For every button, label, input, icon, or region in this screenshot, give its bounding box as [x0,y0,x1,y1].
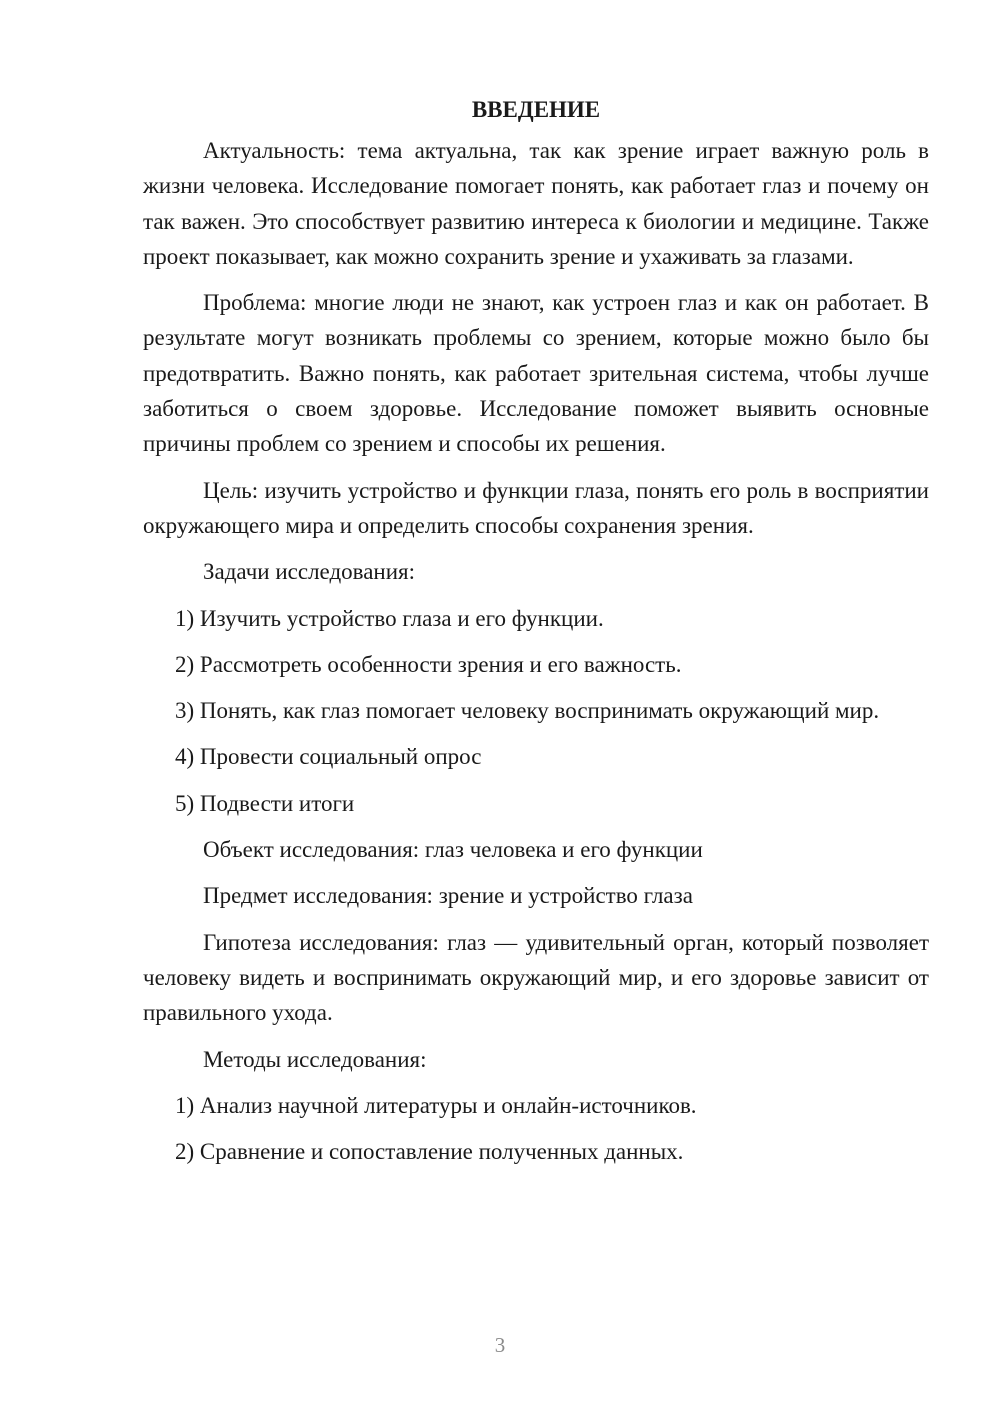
task-item: 1) Изучить устройство глаза и его функции. [175,605,604,631]
goal-paragraph: Цель: изучить устройство и функции глаза, понять его роль в восприятии окружающего мира и определить способы сохранения зрения. [143,477,929,538]
task-item: 5) Подвести итоги [175,790,355,816]
method-item: 1) Анализ научной литературы и онлайн-источников. [175,1092,697,1118]
document-page [143,92,929,1180]
hypothesis-paragraph: Гипотеза исследования: глаз — удивительный орган, который позволяет человеку видеть и воспринимать окружающий мир, и его здоровье зависит от правильного ухода. [143,929,929,1026]
method-item: 2) Сравнение и сопоставление полученных данных. [175,1139,684,1165]
problem-paragraph: Проблема: многие люди не знают, как устроен глаз и как он работает. В результате могут возникать проблемы со зрением, которые можно было бы предотвратить. Важно понять, как работает зрительная система, чтобы лучше заботиться о своем здоровье. Исследование поможет выявить основные причины проблем со зрением и способы их решения. [143,290,929,457]
task-item: 4) Провести социальный опрос [175,744,482,770]
section-heading: ВВЕДЕНИЕ [471,97,601,122]
task-item: 2) Рассмотреть особенности зрения и его важность. [175,651,682,677]
subject-line: Предмет исследования: зрение и устройство глаза [203,883,693,909]
methods-label: Методы исследования: [203,1046,427,1072]
relevance-paragraph: Актуальность: тема актуальна, так как зрение играет важную роль в жизни человека. Исследование помогает понять, как работает глаз и почему он так важен. Это способствует развитию интереса к биологии и медицине. Также проект показывает, как можно сохранить зрение и ухаживать за глазами. [143,138,929,269]
object-line: Объект исследования: глаз человека и его функции [203,837,703,863]
tasks-label: Задачи исследования: [203,559,416,585]
task-item: 3) Понять, как глаз помогает человеку воспринимать окружающий мир. [175,698,880,724]
page-number: 3 [494,1333,506,1357]
